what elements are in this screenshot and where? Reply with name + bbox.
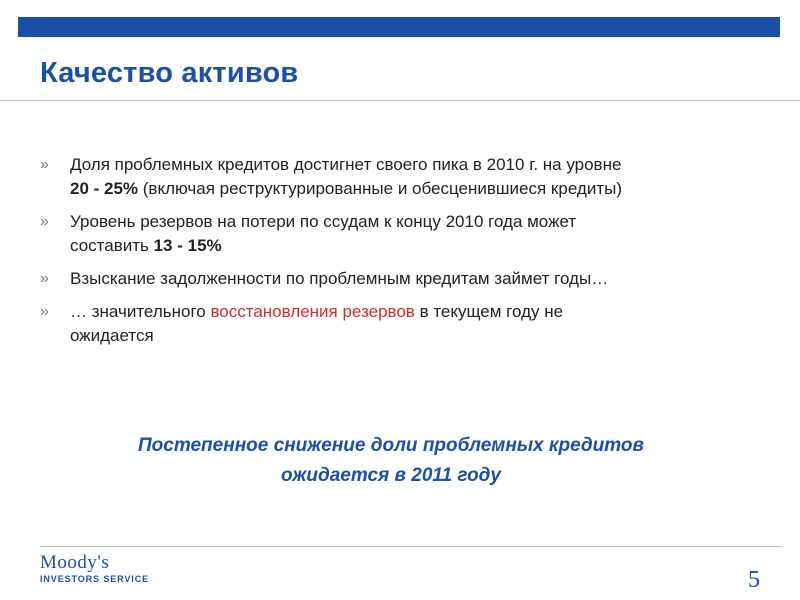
bullet-highlight-text: восстановления резервов — [210, 302, 415, 321]
bullet-text: Доля проблемных кредитов достигнет своего пика в 2010 г. на уровне — [70, 155, 622, 174]
bullet-text: … значительного — [70, 302, 211, 321]
bullet-text-continued: составить — [70, 236, 154, 255]
bullet-text: Уровень резервов на потери по ссудам к концу 2010 года может — [70, 212, 577, 231]
footer-divider — [40, 546, 782, 547]
page-number: 5 — [748, 567, 760, 593]
slide-title: Качество активов — [40, 57, 299, 89]
bullet-text-continued: в текущем году не — [414, 302, 564, 321]
conclusion-line-1: Постепенное снижение доли проблемных кредитов — [138, 435, 644, 456]
bullet-item — [40, 300, 760, 348]
bullet-item — [40, 210, 760, 258]
bullet-text-line2: ожидается — [70, 326, 154, 345]
bullet-marker-icon: » — [40, 156, 49, 173]
bullet-bold-value: 13 - 15% — [153, 236, 222, 255]
bullet-list — [40, 153, 760, 357]
bullet-marker-icon: » — [40, 270, 49, 287]
bullet-item — [40, 267, 760, 291]
bullet-item — [40, 153, 760, 201]
bullet-text-continued: (включая реструктурированные и обесценившиеся кредиты) — [138, 179, 622, 198]
conclusion-statement — [0, 431, 782, 491]
logo-tagline: INVESTORS SERVICE — [40, 574, 149, 584]
conclusion-line-2: ожидается в 2011 году — [281, 465, 501, 486]
bullet-bold-value: 20 - 25% — [70, 179, 139, 198]
header-bar — [18, 17, 780, 37]
bullet-marker-icon: » — [40, 303, 49, 320]
title-divider — [0, 100, 800, 101]
bullet-text: Взыскание задолженности по проблемным кредитам займет годы… — [70, 269, 609, 288]
logo-wordmark: Moody's — [40, 552, 110, 573]
bullet-marker-icon: » — [40, 213, 49, 230]
moodys-logo — [40, 553, 149, 585]
